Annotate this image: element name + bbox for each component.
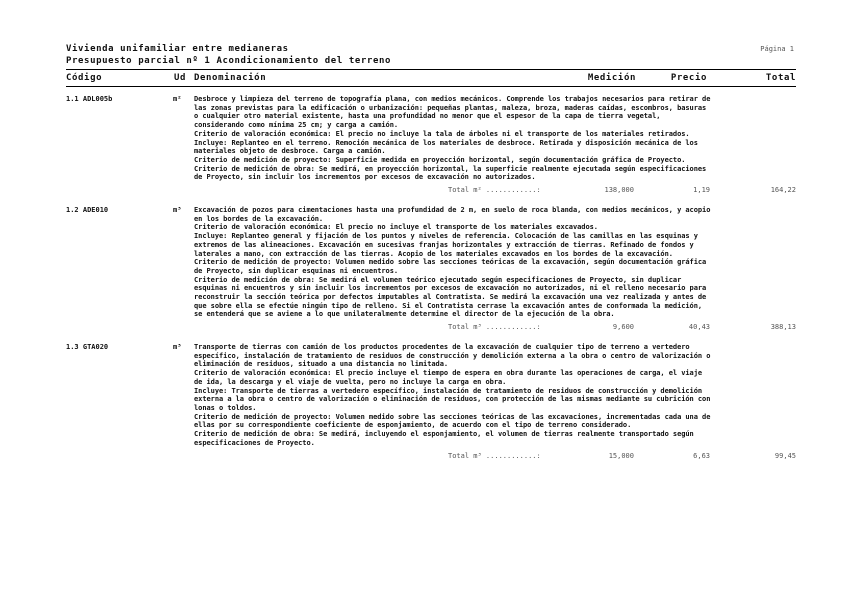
description-line: Desbroce y limpieza del terreno de topografía plana, con medios mecánicos. Comprende los trabajos necesarios para retirar de (194, 95, 711, 103)
unit-price: 6,63 (693, 452, 710, 460)
description-line: Transporte de tierras con camión de los productos procedentes de la excavación de cualquier tipo de terreno a vertedero (194, 343, 690, 351)
description-line: esquinas ni encuentros y sin incluir los incrementos por excesos de excavación no autorizados, ni el relleno necesario para (194, 284, 707, 293)
total-measurement: 15,000 (608, 452, 634, 460)
item-total-row (0, 452, 848, 462)
total-amount: 99,45 (774, 452, 796, 460)
description-line: considerando como mínima 25 cm; y carga a camión. (194, 121, 399, 130)
description-line: de Proyecto, sin incluir los incrementos por excesos de excavación no autorizados. (194, 173, 536, 182)
description-line: laterales a mano, con extracción de las tierras. Acopio de los materiales excavados en los bordes de la excavación. (194, 249, 673, 258)
description-line: de ida, la descarga y el viaje de vuelta, pero no incluye la carga en obra. (194, 377, 507, 386)
description-line: Incluye: Transporte de tierras a vertedero específico, instalación de tratamiento de residuos de construcción y demolición (194, 386, 703, 395)
item-description (194, 206, 797, 319)
column-header-description: Denominación (194, 73, 267, 83)
description-line: extremos de las alineaciones. Excavación en sucesivas franjas horizontales y extracción de tierras. Refinado de fondos y (194, 240, 694, 249)
column-header-total: Total (765, 73, 796, 83)
description-line: eliminación de residuos, situado a una distancia no limitada. (194, 360, 449, 369)
description-line: materiales objeto de desbroce. Carga a camión. (194, 147, 386, 156)
item-total-row (0, 323, 848, 333)
page-number: Página 1 (760, 45, 794, 53)
description-line: Criterio de medición de proyecto: Superficie medida en proyección horizontal, según documentación gráfica de Proyecto. (194, 155, 686, 164)
description-line: Criterio de valoración económica: El precio incluye el tiempo de espera en obra durante las operaciones de carga, el viaje (194, 369, 703, 378)
description-line: o cualquier otro material existente, hasta una profundidad no menor que el espesor de la capa de tierra vegetal, (194, 112, 661, 121)
unit-price: 1,19 (693, 186, 710, 194)
description-line: lonas o toldos. (194, 403, 257, 412)
description-line: se entenderá que se aviene a lo que unilateralmente determine el director de la ejecución de la obra. (194, 310, 615, 319)
total-label: Total m³ ............: (448, 452, 541, 460)
description-line: Criterio de valoración económica: El precio no incluye la tala de árboles ni el transporte de los materiales retirados. (194, 129, 690, 138)
item-code: 1.3 GTA020 (66, 343, 109, 351)
description-line: externa a la obra o centro de valorización o eliminación de residuos, con protección de las mismas mediante su cubrición con (194, 395, 711, 404)
document-title: Vivienda unifamiliar entre medianeras (66, 44, 289, 54)
item-unit: m³ (173, 206, 182, 214)
unit-price: 40,43 (688, 323, 710, 331)
column-header-measurement: Medición (587, 73, 636, 83)
description-line: Incluye: Replanteo general y fijación de los puntos y niveles de referencia. Colocación de las camillas en las esquinas y (194, 232, 698, 241)
item-code: 1.1 ADL005b (66, 95, 113, 103)
description-line: específico, instalación de tratamiento de residuos de construcción y demolición externa a la obra o centro de valorización o (194, 351, 711, 360)
document-subtitle: Presupuesto parcial nº 1 Acondicionamiento del terreno (66, 56, 391, 66)
total-amount: 388,13 (770, 323, 796, 331)
description-line: Criterio de valoración económica: El precio no incluye el transporte de los materiales excavados. (194, 223, 598, 232)
total-measurement: 138,000 (604, 186, 634, 194)
description-line: de Proyecto, sin duplicar esquinas ni encuentros. (194, 266, 399, 275)
item-description (194, 95, 797, 182)
total-measurement: 9,600 (612, 323, 634, 331)
item-code: 1.2 ADE010 (66, 206, 109, 214)
total-label: Total m² ............: (448, 186, 541, 194)
description-line: que sobre ella se efectúe ningún tipo de relleno. Si el Contratista cerrase la excavación antes de conformada la medición, (194, 301, 703, 310)
description-line: ellas por su correspondiente coeficiente de esponjamiento, de acuerdo con el tipo de terreno considerado. (194, 421, 632, 430)
description-line: Criterio de medición de proyecto: Volumen medido sobre las secciones teóricas de la excavación, según documentación gráfica (194, 258, 707, 267)
total-amount: 164,22 (770, 186, 796, 194)
description-line: Criterio de medición de proyecto: Volumen medido sobre las secciones teóricas de las excavaciones, incrementadas cada una de (194, 412, 711, 421)
description-line: en los bordes de la excavación. (194, 214, 324, 223)
item-unit: m³ (173, 343, 182, 351)
description-line: Incluye: Replanteo en el terreno. Remoción mecánica de los materiales de desbroce. Retirada y disposición mecánica de los (194, 138, 698, 147)
column-header-price: Precio (670, 73, 707, 83)
item-unit: m² (173, 95, 182, 103)
description-line: especificaciones de Proyecto. (194, 438, 315, 447)
description-line: Criterio de medición de obra: Se medirá, en proyección horizontal, la superficie realmente ejecutada según especificaciones (194, 164, 707, 173)
description-line: reconstruir la sección teórica por defectos imputables al Contratista. Se medirá la excavación una vez realizada y antes de (194, 293, 707, 302)
column-header-unit: Ud (174, 73, 187, 83)
description-line: Criterio de medición de obra: Se medirá el volumen teórico ejecutado según especificaciones de Proyecto, sin duplicar (194, 275, 682, 284)
header-rule-top (66, 69, 796, 70)
total-label: Total m³ ............: (448, 323, 541, 331)
description-line: Excavación de pozos para cimentaciones hasta una profundidad de 2 m, en suelo de roca blanda, con medios mecánicos, y acopio (194, 206, 711, 214)
header-rule-bottom (66, 86, 796, 87)
item-description (194, 343, 797, 447)
column-header-code: Código (66, 73, 103, 83)
description-line: Criterio de medición de obra: Se medirá, incluyendo el esponjamiento, el volumen de tierras realmente transportado según (194, 430, 694, 439)
item-total-row (0, 186, 848, 196)
description-line: las zonas previstas para la edificación o urbanización: pequeñas plantas, maleza, broza, maderas caídas, escombros, basuras (194, 103, 707, 112)
